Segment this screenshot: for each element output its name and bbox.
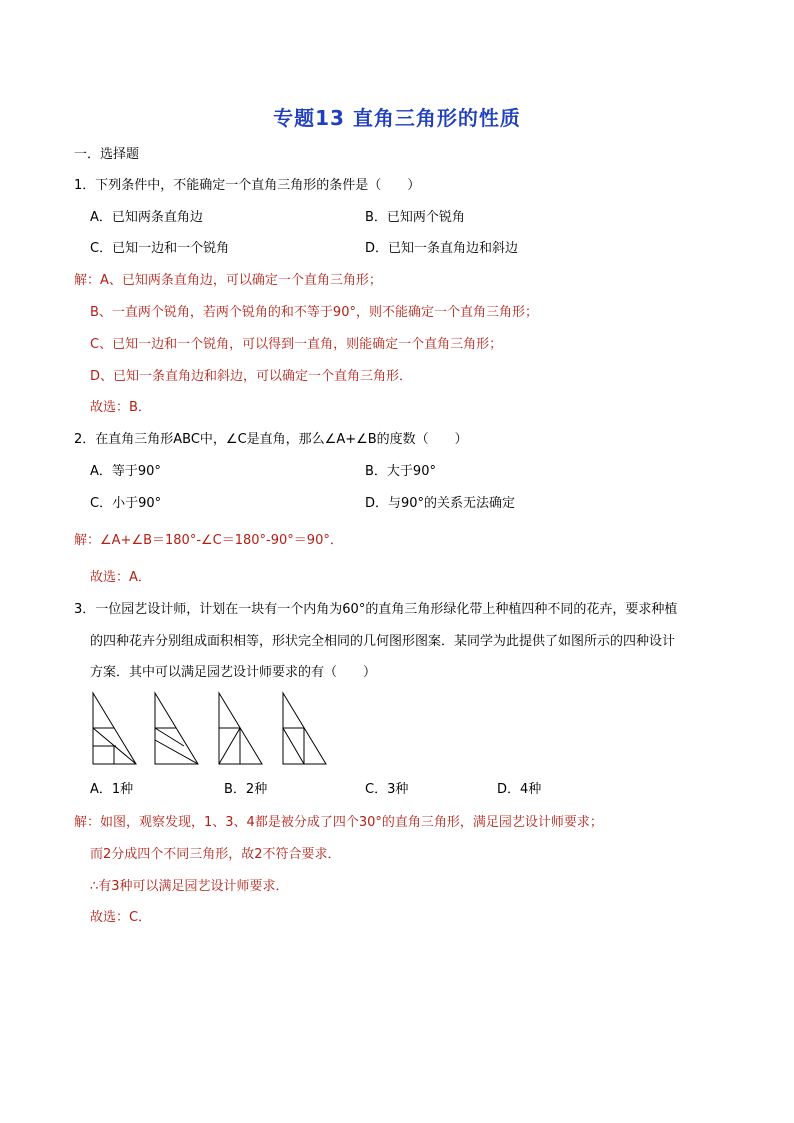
q1-answer: 故选：B． bbox=[90, 400, 151, 415]
q3-option-a: A．1种 bbox=[90, 782, 134, 797]
q3-solution-line: 解：如图，观察发现，1、3、4都是被分成了四个30°的直角三角形，满足园艺设计师要求； bbox=[74, 815, 603, 830]
q2-option-d: D．与90°的关系无法确定 bbox=[365, 496, 516, 511]
q1-solution-line: B、一直两个锐角，若两个锐角的和不等于90°，则不能确定一个直角三角形； bbox=[90, 305, 538, 320]
q2-answer: 故选：A． bbox=[90, 570, 151, 585]
q3-option-d: D．4种 bbox=[497, 782, 542, 797]
q3-option-c: C．3种 bbox=[365, 782, 409, 797]
triangle-design-1 bbox=[92, 690, 138, 766]
section-heading: 一．选择题 bbox=[74, 147, 140, 162]
q1-option-c: C．已知一边和一个锐角 bbox=[90, 241, 230, 256]
q3-answer: 故选：C． bbox=[90, 910, 152, 925]
q1-solution-line: 解：A、已知两条直角边，可以确定一个直角三角形； bbox=[74, 273, 382, 288]
triangle-design-4 bbox=[282, 690, 328, 766]
q1-option-d: D．已知一条直角边和斜边 bbox=[365, 241, 519, 256]
q3-option-b: B．2种 bbox=[224, 782, 268, 797]
q1-option-b: B．已知两个锐角 bbox=[365, 210, 465, 225]
q3-solution-line: ∴有3种可以满足园艺设计师要求． bbox=[90, 879, 289, 894]
triangle-design-3 bbox=[218, 690, 264, 766]
q3-stem: 方案．其中可以满足园艺设计师要求的有（ ） bbox=[90, 665, 377, 680]
triangle-design-2 bbox=[154, 690, 200, 766]
q3-stem: 的四种花卉分别组成面积相等，形状完全相同的几何图形图案．某同学为此提供了如图所示的四种设计 bbox=[90, 634, 676, 649]
q2-solution-line: 解：∠A+∠B＝180°-∠C＝180°-90°＝90°． bbox=[74, 533, 343, 548]
q2-option-b: B．大于90° bbox=[365, 464, 436, 479]
q1-option-a: A．已知两条直角边 bbox=[90, 210, 203, 225]
q1-stem: 1．下列条件中，不能确定一个直角三角形的条件是（ ） bbox=[74, 178, 421, 193]
q1-solution-line: D、已知一条直角边和斜边，可以确定一个直角三角形． bbox=[90, 369, 413, 384]
q1-solution-line: C、已知一边和一个锐角，可以得到一直角，则能确定一个直角三角形； bbox=[90, 337, 503, 352]
q3-solution-line: 而2分成四个不同三角形，故2不符合要求． bbox=[90, 847, 341, 862]
q2-option-c: C．小于90° bbox=[90, 496, 162, 511]
q2-stem: 2．在直角三角形ABC中，∠C是直角，那么∠A+∠B的度数（ ） bbox=[74, 432, 468, 447]
q3-stem: 3．一位园艺设计师，计划在一块有一个内角为60°的直角三角形绿化带上种植四种不同的花卉，要求种植 bbox=[74, 602, 678, 617]
q2-option-a: A．等于90° bbox=[90, 464, 161, 479]
page-title: 专题13 直角三角形的性质 bbox=[273, 106, 521, 130]
